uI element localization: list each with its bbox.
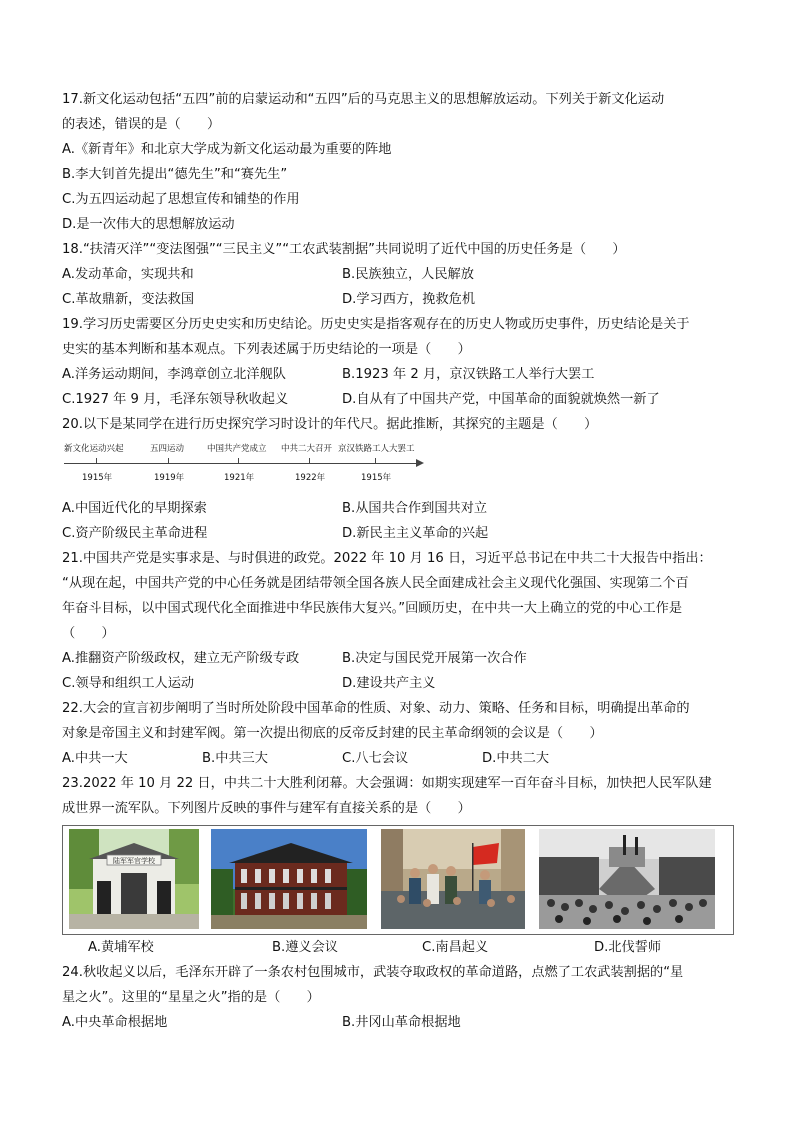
q24-stem-line1: 24.秋收起义以后，毛泽东开辟了一条农村包围城市，武装夺取政权的革命道路，点燃了工农武装割据的“星 xyxy=(62,965,684,980)
q19-option-b: B.1923 年 2 月，京汉铁路工人举行大罢工 xyxy=(342,367,595,382)
q23-option-a: A.黄埔军校 xyxy=(88,940,154,955)
q18-stem: 18.“扶清灭洋”“变法图强”“三民主义”“工农武装割据”共同说明了近代中国的历史任务是（ ） xyxy=(62,242,626,257)
timeline-event: 中共二大召开 xyxy=(281,444,333,454)
q21-stem-line3: 年奋斗目标，以中国式现代化全面推进中华民族伟大复兴。”回顾历史，在中共一大上确立的党的中心工作是 xyxy=(62,601,683,616)
q19-option-d: D.自从有了中国共产党，中国革命的面貌就焕然一新了 xyxy=(342,392,660,407)
q23-options xyxy=(62,935,734,960)
timeline-axis xyxy=(64,463,420,464)
q17-stem-line2: 的表述，错误的是（ ） xyxy=(62,117,221,132)
timeline-ruler xyxy=(62,438,734,496)
q17-option-b: B.李大钊首先提出“德先生”和“赛先生” xyxy=(62,167,288,182)
timeline-event: 京汉铁路工人大罢工 xyxy=(338,444,415,454)
q22-option-d: D.中共二大 xyxy=(482,751,550,766)
q18-option-b: B.民族独立，人民解放 xyxy=(342,267,474,282)
q17-option-d: D.是一次伟大的思想解放运动 xyxy=(62,217,235,232)
q24-option-b: B.井冈山革命根据地 xyxy=(342,1015,461,1030)
q23-option-b: B.遵义会议 xyxy=(272,940,338,955)
q19-option-c: C.1927 年 9 月，毛泽东领导秋收起义 xyxy=(62,392,289,407)
q21-stem-line2: “从现在起，中国共产党的中心任务就是团结带领全国各族人民全面建成社会主义现代化强国、实现第二个百 xyxy=(62,576,689,591)
timeline-event: 新文化运动兴起 xyxy=(64,444,124,454)
q23-option-d: D.北伐誓师 xyxy=(594,940,662,955)
q21-options-row2 xyxy=(62,671,734,696)
timeline-year: 1915年 xyxy=(361,473,392,483)
q24-option-a: A.中央革命根据地 xyxy=(62,1015,168,1030)
q17-option-a: A.《新青年》和北京大学成为新文化运动最为重要的阵地 xyxy=(62,142,392,157)
q18-options-row2 xyxy=(62,287,734,312)
timeline-event: 五四运动 xyxy=(150,444,185,454)
q22-option-b: B.中共三大 xyxy=(202,751,268,766)
timeline-tick xyxy=(96,458,97,464)
q23-stem-line2: 成世界一流军队。下列图片反映的事件与建军有直接关系的是（ ） xyxy=(62,801,471,816)
timeline-year: 1921年 xyxy=(224,473,255,483)
q17-stem-line1: 17.新文化运动包括“五四”前的启蒙运动和“五四”后的马克思主义的思想解放运动。下列关于新文化运动 xyxy=(62,92,665,107)
q19-stem-line1: 19.学习历史需要区分历史史实和历史结论。历史史实是指客观存在的历史人物或历史事件，历史结论是关于 xyxy=(62,317,690,332)
q19-option-a: A.洋务运动期间，李鸿章创立北洋舰队 xyxy=(62,367,286,382)
q20-option-a: A.中国近代化的早期探索 xyxy=(62,501,207,516)
q20-option-c: C.资产阶级民主革命进程 xyxy=(62,526,208,541)
q19-options-row1 xyxy=(62,362,734,387)
q21-option-d: D.建设共产主义 xyxy=(342,676,436,691)
photo-nanchang-uprising xyxy=(381,829,525,929)
exam-page xyxy=(62,87,734,1035)
q24-options-row1 xyxy=(62,1010,734,1035)
q22-option-c: C.八七会议 xyxy=(342,751,409,766)
q20-stem: 20.以下是某同学在进行历史探究学习时设计的年代尺。据此推断，其探究的主题是（ ） xyxy=(62,417,598,432)
q22-stem-line2: 对象是帝国主义和封建军阀。第一次提出彻底的反帝反封建的民主革命纲领的会议是（ ） xyxy=(62,726,603,741)
photo-whampoa-gate xyxy=(69,829,199,929)
timeline-year: 1919年 xyxy=(154,473,185,483)
photo-northern-expedition xyxy=(539,829,715,929)
q21-stem-line4: （ ） xyxy=(62,626,115,641)
photo-zunyi-building xyxy=(211,829,367,929)
timeline-tick xyxy=(168,458,169,464)
q19-options-row2 xyxy=(62,387,734,412)
q21-option-c: C.领导和组织工人运动 xyxy=(62,676,195,691)
q21-options-row1 xyxy=(62,646,734,671)
timeline-year: 1915年 xyxy=(82,473,113,483)
timeline-tick xyxy=(309,458,310,464)
q20-option-b: B.从国共合作到国共对立 xyxy=(342,501,488,516)
timeline-year: 1922年 xyxy=(295,473,326,483)
q20-options-row1 xyxy=(62,496,734,521)
q20-options-row2 xyxy=(62,521,734,546)
q23-option-c: C.南昌起义 xyxy=(422,940,489,955)
q23-photo-strip xyxy=(62,825,734,935)
q17-option-c: C.为五四运动起了思想宣传和铺垫的作用 xyxy=(62,192,300,207)
q18-option-d: D.学习西方，挽救危机 xyxy=(342,292,476,307)
timeline-event: 中国共产党成立 xyxy=(207,444,267,454)
q18-options-row1 xyxy=(62,262,734,287)
q21-stem-line1: 21.中国共产党是实事求是、与时俱进的政党。2022 年 10 月 16 日，习近平总书记在中共二十大报告中指出： xyxy=(62,551,712,566)
q24-stem-line2: 星之火”。这里的“星星之火”指的是（ ） xyxy=(62,990,320,1005)
gate-sign-text: 陆军军官学校 xyxy=(113,857,155,865)
q21-option-b: B.决定与国民党开展第一次合作 xyxy=(342,651,527,666)
q23-stem-line1: 23.2022 年 10 月 22 日，中共二十大胜利闭幕。大会强调：如期实现建军一百年奋斗目标，加快把人民军队建 xyxy=(62,776,712,791)
q22-options xyxy=(62,746,734,771)
timeline-arrow-icon xyxy=(416,459,424,467)
q19-stem-line2: 史实的基本判断和基本观点。下列表述属于历史结论的一项是（ ） xyxy=(62,342,471,357)
q18-option-c: C.革故鼎新，变法救国 xyxy=(62,292,195,307)
q18-option-a: A.发动革命，实现共和 xyxy=(62,267,194,282)
timeline-tick xyxy=(238,458,239,464)
q22-option-a: A.中共一大 xyxy=(62,751,128,766)
q20-option-d: D.新民主主义革命的兴起 xyxy=(342,526,489,541)
q21-option-a: A.推翻资产阶级政权，建立无产阶级专政 xyxy=(62,651,300,666)
q22-stem-line1: 22.大会的宣言初步阐明了当时所处阶段中国革命的性质、对象、动力、策略、任务和目标，明确提出革命的 xyxy=(62,701,690,716)
timeline-tick xyxy=(375,458,376,464)
